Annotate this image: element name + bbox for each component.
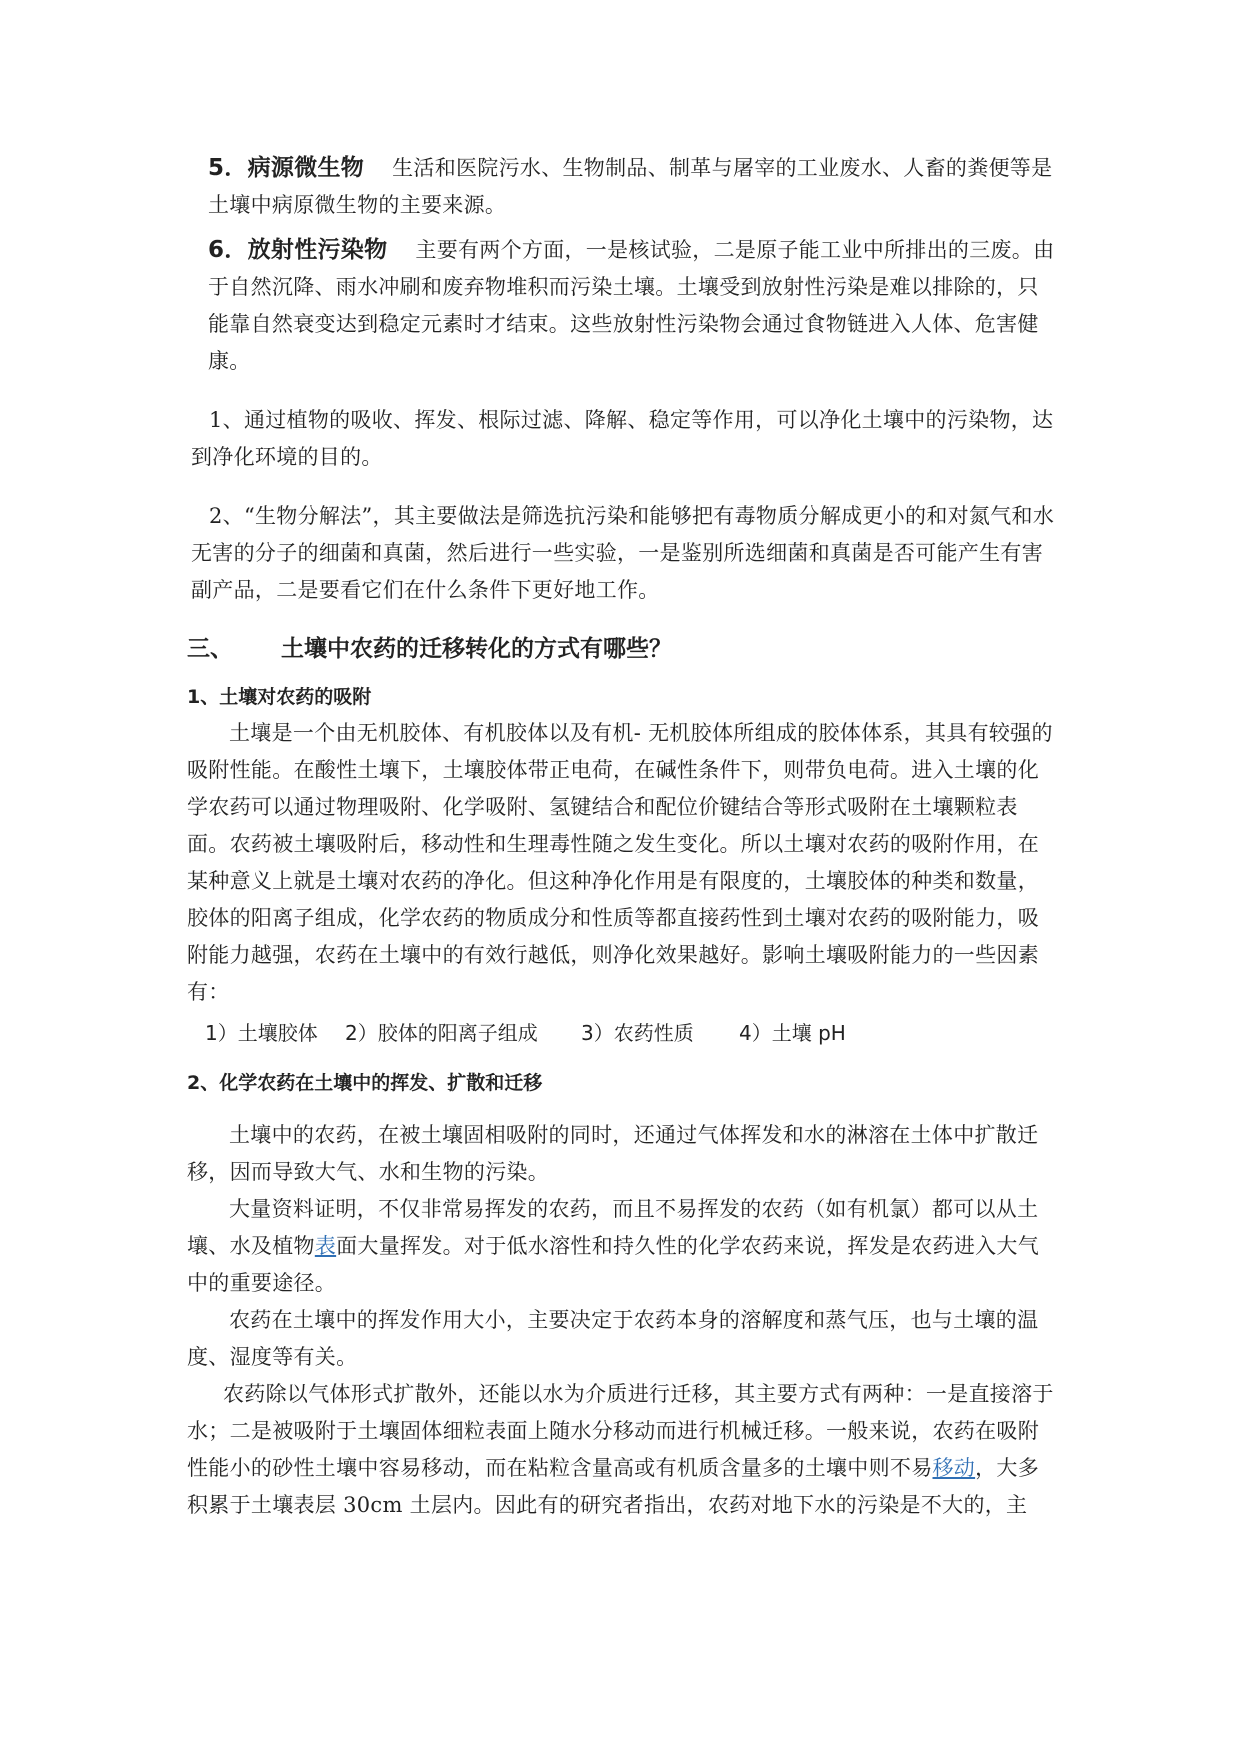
- adsorption-factors-list: [205, 1015, 1057, 1051]
- section-6-body: 主要有两个方面，一是核试验，二是原子能工业中所排出的三废。由于自然沉降、雨水冲刷和废弃物堆积而污染土壤。土壤受到放射性污染是难以排除的，只能靠自然衰变达到稳定元素时才结束。这些放射性污染物会通过食物链进入人体、危害健康。: [208, 238, 1055, 373]
- method-item-2: 2、“生物分解法”，其主要做法是筛选抗污染和能够把有毒物质分解成更小的和对氮气和水无害的分子的细菌和真菌，然后进行一些实验，一是鉴别所选细菌和真菌是否可能产生有害副产品，二是要看它们在什么条件下更好地工作。: [191, 504, 1055, 602]
- subsection-2-paragraph-4: [187, 1376, 1057, 1524]
- section-6-paragraph: [187, 232, 1057, 380]
- subsection-2-paragraph-2: [187, 1191, 1057, 1302]
- subsection-1-heading: 1、土壤对农药的吸附: [187, 686, 372, 708]
- section-5-paragraph: [187, 150, 1057, 224]
- factor-item: 4）土壤 pH: [739, 1021, 846, 1045]
- section-5-title: 5．病源微生物: [208, 155, 365, 181]
- section-6-title: 6．放射性污染物: [208, 237, 388, 263]
- section-3-number: 三、: [187, 636, 233, 662]
- paragraph-text: 农药除以气体形式扩散外，还能以水为介质进行迁移，其主要方式有两种：一是直接溶于水；二是被吸附于土壤固体细粒表面上随水分移动而进行机械迁移。一般来说，农药在吸附性能小的砂性土壤中容易移动，而在粘粒含量高或有机质含量多的土壤中则不易: [187, 1382, 1054, 1480]
- subsection-2-paragraph-1: 土壤中的农药，在被土壤固相吸附的同时，还通过气体挥发和水的淋溶在土体中扩散迁移，因而导致大气、水和生物的污染。: [187, 1123, 1039, 1184]
- subsection-2-paragraph-3: 农药在土壤中的挥发作用大小，主要决定于农药本身的溶解度和蒸气压，也与土壤的温度、湿度等有关。: [187, 1308, 1039, 1369]
- paragraph-text: 大量资料证明，不仅非常易挥发的农药，而且不易挥发的农药（如有机氯）都可以从土壤、水及植物: [187, 1197, 1039, 1258]
- factor-item: 2）胶体的阳离子组成: [345, 1021, 538, 1045]
- factor-item: 3）农药性质: [581, 1021, 694, 1045]
- link-biao[interactable]: 表: [314, 1234, 337, 1258]
- subsection-1-body: 土壤是一个由无机胶体、有机胶体以及有机- 无机胶体所组成的胶体体系，其具有较强的吸附性能。在酸性土壤下，土壤胶体带正电荷，在碱性条件下，则带负电荷。进入土壤的化学农药可以通过物理吸附、化学吸附、氢键结合和配位价键结合等形式吸附在土壤颗粒表面。农药被土壤吸附后，移动性和生理毒性随之发生变化。所以土壤对农药的吸附作用，在某种意义上就是土壤对农药的净化。但这种净化作用是有限度的，土壤胶体的种类和数量，胶体的阳离子组成，化学农药的物质成分和性质等都直接药性到土壤对农药的吸附能力，吸附能力越强，农药在土壤中的有效行越低，则净化效果越好。影响土壤吸附能力的一些因素有：: [187, 721, 1053, 1004]
- method-item-1: 1、通过植物的吸收、挥发、根际过滤、降解、稳定等作用，可以净化土壤中的污染物，达到净化环境的目的。: [191, 408, 1054, 469]
- section-3-title: 土壤中农药的迁移转化的方式有哪些？: [281, 636, 672, 662]
- section-5-body: 生活和医院污水、生物制品、制革与屠宰的工业废水、人畜的粪便等是土壤中病原微生物的主要来源。: [208, 156, 1053, 217]
- document-page: [187, 150, 1057, 1524]
- link-yidong[interactable]: 移动: [932, 1456, 976, 1480]
- factor-item: 1）土壤胶体: [205, 1021, 318, 1045]
- paragraph-text: ，大多积累于土壤表层 30cm 土层内。因此有的研究者指出，农药对地下水的污染是不大的，主: [187, 1456, 1040, 1517]
- subsection-2-heading: 2、化学农药在土壤中的挥发、扩散和迁移: [187, 1072, 543, 1094]
- section-3-heading: [187, 629, 1057, 669]
- paragraph-text: 面大量挥发。对于低水溶性和持久性的化学农药来说，挥发是农药进入大气中的重要途径。: [187, 1234, 1040, 1295]
